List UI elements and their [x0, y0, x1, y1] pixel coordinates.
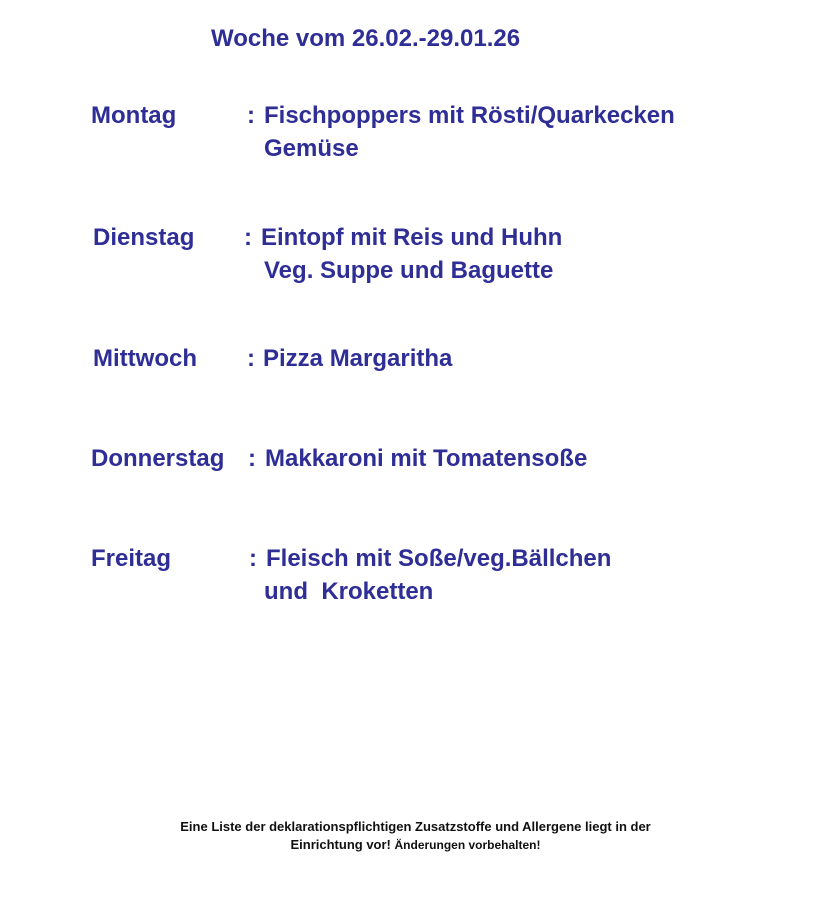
footer-note-line-2: [0, 838, 831, 851]
meal-thursday-line-1: Makkaroni mit Tomatensoße: [265, 445, 588, 472]
day-label-monday: Montag: [91, 102, 177, 129]
page-title: Woche vom 26.02.-29.01.26: [211, 25, 521, 52]
meal-tuesday-line-1: Eintopf mit Reis und Huhn: [261, 224, 563, 251]
meal-friday-line-1: Fleisch mit Soße/veg.Bällchen: [266, 545, 612, 572]
meal-wednesday-line-1: Pizza Margaritha: [263, 345, 453, 372]
separator-monday: :: [247, 102, 255, 129]
separator-wednesday: :: [247, 345, 255, 372]
day-label-thursday: Donnerstag: [91, 445, 225, 472]
day-label-friday: Freitag: [91, 545, 172, 572]
footer-note-main: Einrichtung vor!: [290, 837, 391, 852]
separator-thursday: :: [248, 445, 256, 472]
footer-note-changes: Änderungen vorbehalten!: [394, 838, 541, 852]
meal-monday-line-2: Gemüse: [264, 135, 359, 162]
day-label-tuesday: Dienstag: [93, 224, 195, 251]
footer-note-line-1: Eine Liste der deklarationspflichtigen Zusatzstoffe und Allergene liegt in der: [180, 819, 651, 834]
day-label-wednesday: Mittwoch: [93, 345, 197, 372]
meal-tuesday-line-2: Veg. Suppe und Baguette: [264, 257, 554, 284]
separator-tuesday: :: [244, 224, 252, 251]
meal-monday-line-1: Fischpoppers mit Rösti/Quarkecken: [264, 102, 675, 129]
meal-friday-line-2: und Kroketten: [264, 578, 434, 605]
separator-friday: :: [249, 545, 257, 572]
